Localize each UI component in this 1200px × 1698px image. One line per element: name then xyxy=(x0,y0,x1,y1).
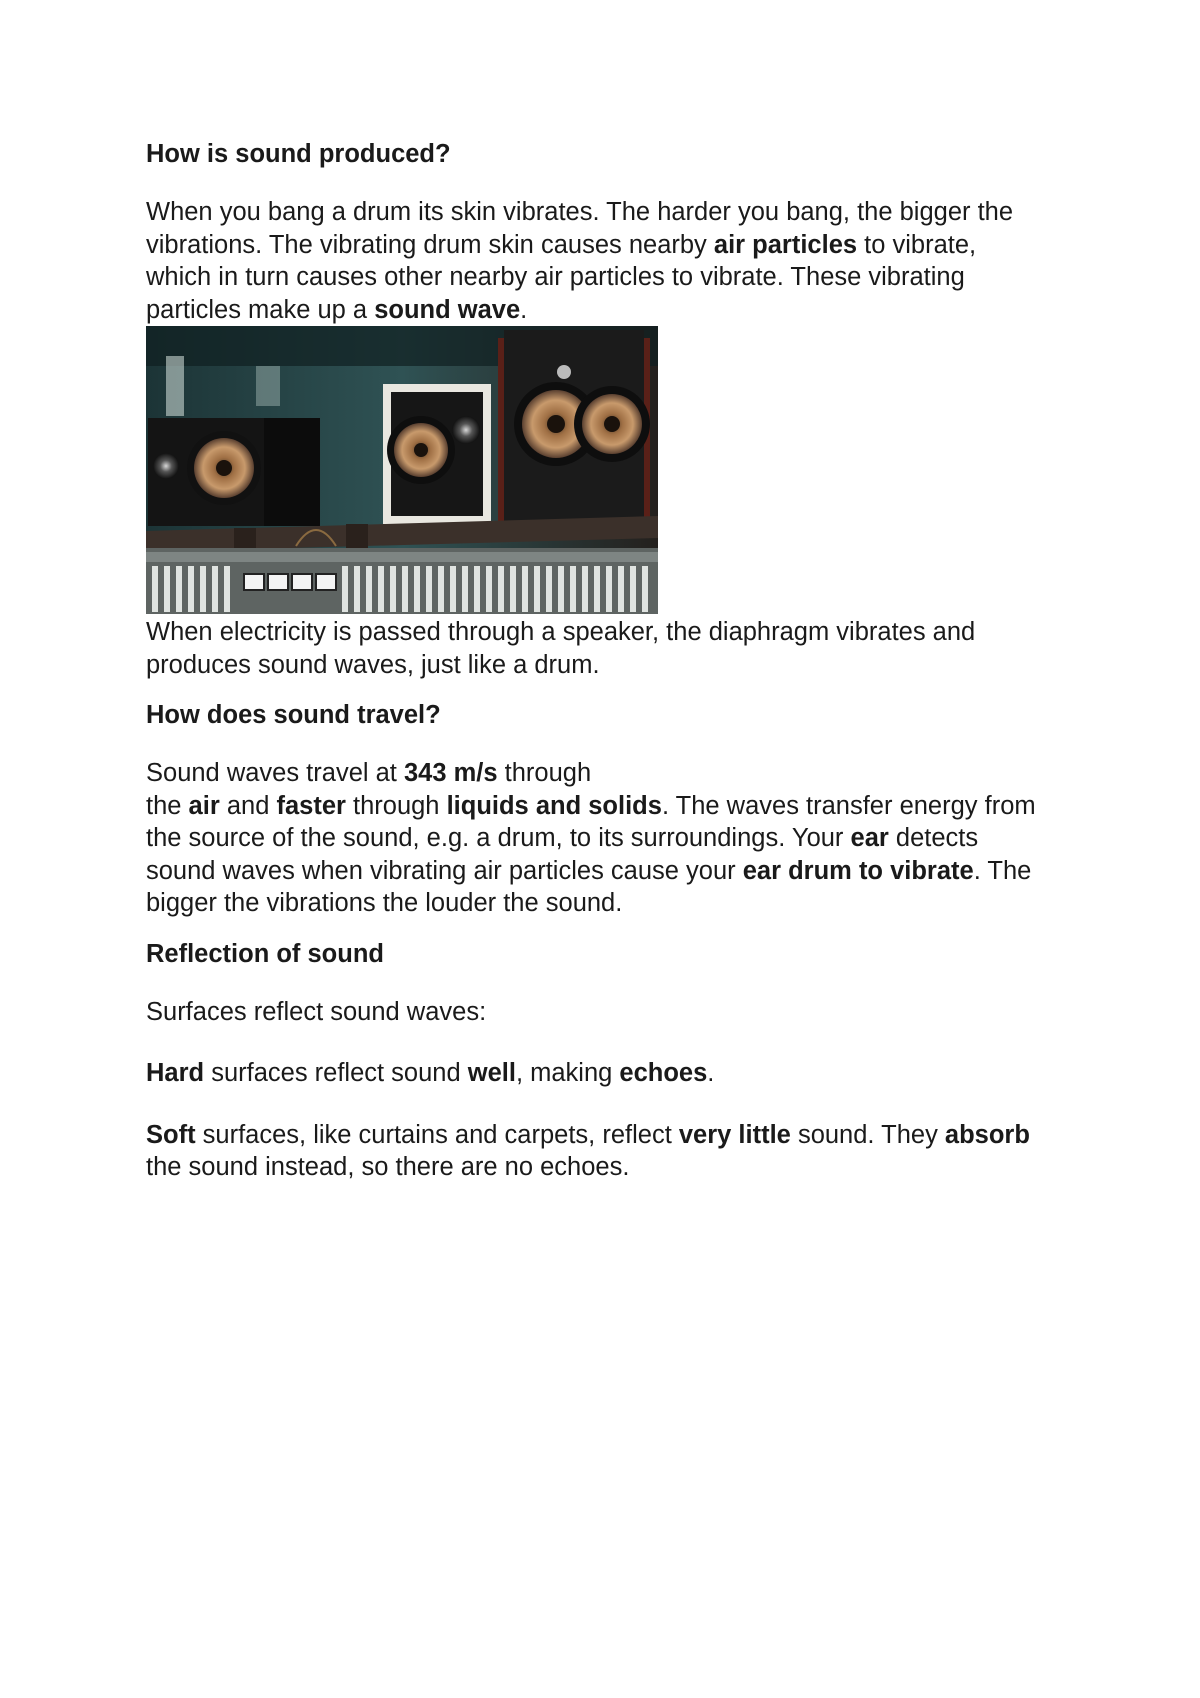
paragraph-speaker-diaphragm: When electricity is passed through a speaker, the diaphragm vibrates and produces sound waves, just like a drum. xyxy=(146,618,976,679)
paragraph-hard-surfaces: Hard surfaces reflect sound well, making echoes. xyxy=(146,1059,715,1087)
bold-term: Hard xyxy=(146,1059,205,1087)
bold-term: echoes xyxy=(619,1059,708,1087)
paragraph-surfaces-reflect: Surfaces reflect sound waves: xyxy=(146,997,487,1026)
bold-term: Soft xyxy=(146,1120,196,1149)
bold-term: air xyxy=(188,791,220,820)
paragraph-soft-surfaces: Soft surfaces, like curtains and carpets, reflect very little sound. They absorb the sound instead, so there are no echoes. xyxy=(146,1120,1030,1181)
bold-term: 343 m/s xyxy=(403,759,498,787)
bold-term: very little xyxy=(678,1120,791,1149)
bold-term: liquids and solids xyxy=(446,791,662,820)
studio-speakers-photo xyxy=(146,326,658,614)
bold-term: sound wave xyxy=(374,295,521,324)
bold-term: ear drum to vibrate xyxy=(742,856,974,885)
heading-sound-travel: How does sound travel? xyxy=(146,701,441,729)
bold-term: absorb xyxy=(944,1120,1030,1149)
bold-term: well xyxy=(467,1059,516,1087)
bold-term: faster xyxy=(276,791,346,820)
bold-term: air particles xyxy=(713,230,858,259)
heading-sound-produced: How is sound produced? xyxy=(146,140,451,168)
paragraph-drum-vibrations: When you bang a drum its skin vibrates. The harder you bang, the bigger the vibrations. The vibrating drum skin causes nearby air particles to vibrate, which in turn causes other nearby air particles to vibrate. These vibrating particles make up a sound wave. xyxy=(146,198,1014,324)
heading-reflection: Reflection of sound xyxy=(146,939,384,968)
bold-term: ear xyxy=(850,824,889,852)
document-body xyxy=(146,138,1046,1184)
paragraph-sound-speed: Sound waves travel at 343 m/s through the air and faster through liquids and solids. The waves transfer energy from the source of the sound, e.g. a drum, to its surroundings. Your ear detects sound waves when vibrating air particles cause your ear drum to vibrate. The bigger the vibrations the louder the sound. xyxy=(146,759,1036,917)
